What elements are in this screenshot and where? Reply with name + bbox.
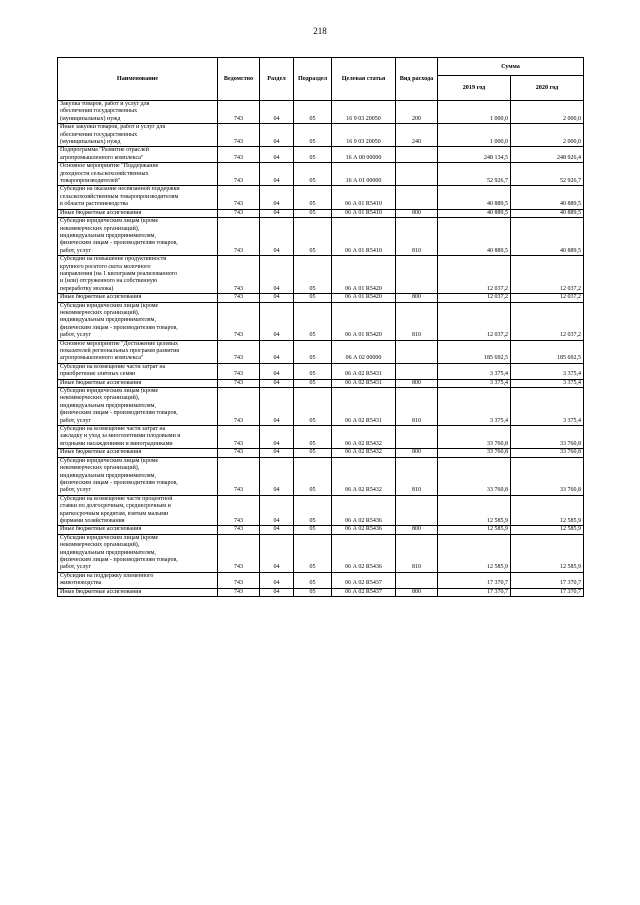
row-value-2019: 52 926,7 bbox=[438, 163, 511, 186]
header-section: Раздел bbox=[260, 58, 294, 101]
row-section: 04 bbox=[260, 186, 294, 209]
row-subsection: 05 bbox=[294, 363, 332, 379]
row-value-2019: 3 375,4 bbox=[438, 379, 511, 387]
row-dept: 743 bbox=[218, 426, 260, 449]
row-exp-type: 810 bbox=[396, 457, 438, 495]
row-target: 06 А 02 R5436 bbox=[332, 534, 396, 572]
row-dept: 743 bbox=[218, 379, 260, 387]
row-exp-type: 810 bbox=[396, 302, 438, 340]
row-exp-type bbox=[396, 186, 438, 209]
header-exp-type: Вид расхода bbox=[396, 58, 438, 101]
row-exp-type: 200 bbox=[396, 101, 438, 124]
row-name: Подпрограмма "Развитие отраслей агропромышленного комплекса" bbox=[58, 147, 218, 163]
row-dept: 743 bbox=[218, 495, 260, 526]
table-row bbox=[58, 163, 584, 186]
row-value-2019: 1 000,0 bbox=[438, 101, 511, 124]
row-name: Основное мероприятие "Поддержание доходности сельскохозяйственных товаропроизводителей" bbox=[58, 163, 218, 186]
row-section: 04 bbox=[260, 388, 294, 426]
row-dept: 743 bbox=[218, 457, 260, 495]
row-section: 04 bbox=[260, 426, 294, 449]
row-exp-type bbox=[396, 256, 438, 294]
header-sum: Сумма bbox=[438, 58, 584, 76]
table-row bbox=[58, 572, 584, 588]
table-row bbox=[58, 426, 584, 449]
row-value-2019: 248 134,5 bbox=[438, 147, 511, 163]
row-subsection: 05 bbox=[294, 218, 332, 256]
row-section: 04 bbox=[260, 588, 294, 596]
header-dept: Ведомство bbox=[218, 58, 260, 101]
row-dept: 743 bbox=[218, 572, 260, 588]
table-row bbox=[58, 388, 584, 426]
row-value-2020: 3 375,4 bbox=[511, 379, 584, 387]
table-row bbox=[58, 124, 584, 147]
row-target: 06 А 01 R5410 bbox=[332, 186, 396, 209]
row-subsection: 05 bbox=[294, 572, 332, 588]
row-value-2020: 3 375,4 bbox=[511, 388, 584, 426]
table-row bbox=[58, 449, 584, 457]
row-dept: 743 bbox=[218, 526, 260, 534]
table-row bbox=[58, 534, 584, 572]
row-dept: 743 bbox=[218, 209, 260, 217]
row-value-2020: 12 037,2 bbox=[511, 302, 584, 340]
row-name: Субсидии юридическим лицам (кроме некоммерческих организаций), индивидуальным предпринимателям, физическим лицам - производителям товаров, работ, услуг bbox=[58, 388, 218, 426]
row-section: 04 bbox=[260, 495, 294, 526]
header-subsection: Подраздел bbox=[294, 58, 332, 101]
row-section: 04 bbox=[260, 457, 294, 495]
row-value-2020: 17 370,7 bbox=[511, 588, 584, 596]
row-dept: 743 bbox=[218, 302, 260, 340]
row-value-2019: 33 760,8 bbox=[438, 457, 511, 495]
page-number: 218 bbox=[313, 26, 327, 36]
row-exp-type bbox=[396, 363, 438, 379]
row-value-2020: 185 692,5 bbox=[511, 340, 584, 363]
row-subsection: 05 bbox=[294, 534, 332, 572]
row-section: 04 bbox=[260, 449, 294, 457]
row-name: Иные бюджетные ассигнования bbox=[58, 588, 218, 596]
row-section: 04 bbox=[260, 124, 294, 147]
row-section: 04 bbox=[260, 363, 294, 379]
row-exp-type: 800 bbox=[396, 449, 438, 457]
row-target: 06 А 02 00000 bbox=[332, 340, 396, 363]
row-subsection: 05 bbox=[294, 526, 332, 534]
row-exp-type: 800 bbox=[396, 294, 438, 302]
row-section: 04 bbox=[260, 147, 294, 163]
row-value-2020: 52 926,7 bbox=[511, 163, 584, 186]
table-row bbox=[58, 302, 584, 340]
table-row bbox=[58, 363, 584, 379]
row-subsection: 05 bbox=[294, 495, 332, 526]
row-name: Субсидии юридическим лицам (кроме некоммерческих организаций), индивидуальным предпринимателям, физическим лицам - производителям товаров, работ, услуг bbox=[58, 457, 218, 495]
row-subsection: 05 bbox=[294, 209, 332, 217]
row-value-2019: 12 585,9 bbox=[438, 495, 511, 526]
table-row bbox=[58, 294, 584, 302]
table-row bbox=[58, 147, 584, 163]
row-subsection: 05 bbox=[294, 340, 332, 363]
row-value-2019: 17 370,7 bbox=[438, 588, 511, 596]
row-name: Иные закупки товаров, работ и услуг для обеспечения государственных (муниципальных) нужд bbox=[58, 124, 218, 147]
row-value-2019: 12 037,2 bbox=[438, 294, 511, 302]
row-dept: 743 bbox=[218, 163, 260, 186]
row-subsection: 05 bbox=[294, 163, 332, 186]
row-value-2019: 12 037,2 bbox=[438, 302, 511, 340]
row-value-2019: 12 585,9 bbox=[438, 526, 511, 534]
row-target: 06 А 02 R5437 bbox=[332, 572, 396, 588]
row-subsection: 05 bbox=[294, 302, 332, 340]
row-value-2020: 12 585,9 bbox=[511, 526, 584, 534]
row-exp-type: 800 bbox=[396, 588, 438, 596]
row-dept: 743 bbox=[218, 449, 260, 457]
row-dept: 743 bbox=[218, 186, 260, 209]
row-section: 04 bbox=[260, 572, 294, 588]
row-target: 06 А 02 R5432 bbox=[332, 426, 396, 449]
row-section: 04 bbox=[260, 534, 294, 572]
row-section: 04 bbox=[260, 294, 294, 302]
row-dept: 743 bbox=[218, 534, 260, 572]
row-name: Субсидии на возмещение части затрат на приобретение элитных семян bbox=[58, 363, 218, 379]
row-name: Субсидии на возмещение части затрат на закладку и уход за многолетними плодовыми и ягодными насаждениями и виноградниками bbox=[58, 426, 218, 449]
row-section: 04 bbox=[260, 526, 294, 534]
row-target: 06 А 02 R5437 bbox=[332, 588, 396, 596]
row-value-2020: 40 889,5 bbox=[511, 186, 584, 209]
row-value-2019: 185 692,5 bbox=[438, 340, 511, 363]
row-dept: 743 bbox=[218, 101, 260, 124]
row-value-2020: 17 370,7 bbox=[511, 572, 584, 588]
row-target: 06 А 01 R5420 bbox=[332, 302, 396, 340]
table-row bbox=[58, 256, 584, 294]
row-name: Субсидии на оказание несвязанной поддержки сельскохозяйственным товаропроизводителям в области растениеводства bbox=[58, 186, 218, 209]
row-name: Основное мероприятие "Достижение целевых показателей региональных программ развития агропромышленного комплекса" bbox=[58, 340, 218, 363]
row-dept: 743 bbox=[218, 147, 260, 163]
table-row bbox=[58, 379, 584, 387]
row-value-2019: 12 037,2 bbox=[438, 256, 511, 294]
row-value-2019: 3 375,4 bbox=[438, 363, 511, 379]
row-value-2019: 3 375,4 bbox=[438, 388, 511, 426]
row-name: Иные бюджетные ассигнования bbox=[58, 294, 218, 302]
row-target: 16 А 00 00000 bbox=[332, 147, 396, 163]
row-name: Иные бюджетные ассигнования bbox=[58, 526, 218, 534]
row-subsection: 05 bbox=[294, 124, 332, 147]
row-exp-type bbox=[396, 572, 438, 588]
row-subsection: 05 bbox=[294, 186, 332, 209]
row-name: Иные бюджетные ассигнования bbox=[58, 209, 218, 217]
row-subsection: 05 bbox=[294, 588, 332, 596]
row-subsection: 05 bbox=[294, 449, 332, 457]
row-name: Иные бюджетные ассигнования bbox=[58, 449, 218, 457]
row-target: 16 9 03 20050 bbox=[332, 124, 396, 147]
row-exp-type bbox=[396, 340, 438, 363]
row-value-2020: 2 000,0 bbox=[511, 124, 584, 147]
row-target: 06 А 01 R5420 bbox=[332, 256, 396, 294]
row-subsection: 05 bbox=[294, 147, 332, 163]
row-value-2020: 12 585,9 bbox=[511, 534, 584, 572]
row-target: 06 А 02 R5431 bbox=[332, 379, 396, 387]
row-exp-type bbox=[396, 163, 438, 186]
row-section: 04 bbox=[260, 379, 294, 387]
row-subsection: 05 bbox=[294, 426, 332, 449]
row-dept: 743 bbox=[218, 363, 260, 379]
row-section: 04 bbox=[260, 163, 294, 186]
row-section: 04 bbox=[260, 209, 294, 217]
table-row bbox=[58, 457, 584, 495]
row-section: 04 bbox=[260, 302, 294, 340]
header-target: Целевая статья bbox=[332, 58, 396, 101]
row-exp-type bbox=[396, 147, 438, 163]
row-value-2020: 40 889,5 bbox=[511, 209, 584, 217]
row-subsection: 05 bbox=[294, 379, 332, 387]
row-target: 16 9 03 20050 bbox=[332, 101, 396, 124]
row-value-2020: 12 037,2 bbox=[511, 294, 584, 302]
row-dept: 743 bbox=[218, 124, 260, 147]
row-name: Субсидии юридическим лицам (кроме некоммерческих организаций), индивидуальным предпринимателям, физическим лицам - производителям товаров, работ, услуг bbox=[58, 302, 218, 340]
row-target: 06 А 02 R5436 bbox=[332, 526, 396, 534]
row-dept: 743 bbox=[218, 340, 260, 363]
row-section: 04 bbox=[260, 218, 294, 256]
row-value-2020: 12 585,9 bbox=[511, 495, 584, 526]
row-target: 06 А 02 R5431 bbox=[332, 363, 396, 379]
header-2019: 2019 год bbox=[438, 76, 511, 101]
row-value-2019: 40 889,5 bbox=[438, 218, 511, 256]
row-name: Субсидии юридическим лицам (кроме некоммерческих организаций), индивидуальным предпринимателям, физическим лицам - производителям товаров, работ, услуг bbox=[58, 534, 218, 572]
row-section: 04 bbox=[260, 256, 294, 294]
row-target: 06 А 02 R5436 bbox=[332, 495, 396, 526]
row-exp-type: 800 bbox=[396, 526, 438, 534]
row-dept: 743 bbox=[218, 294, 260, 302]
row-value-2019: 12 585,9 bbox=[438, 534, 511, 572]
row-subsection: 05 bbox=[294, 101, 332, 124]
table-row bbox=[58, 588, 584, 596]
row-value-2020: 248 926,4 bbox=[511, 147, 584, 163]
row-subsection: 05 bbox=[294, 256, 332, 294]
table-row bbox=[58, 218, 584, 256]
row-value-2019: 17 370,7 bbox=[438, 572, 511, 588]
row-name: Субсидии на повышение продуктивности крупного рогатого скота молочного направления (на 1 килограмм реализованного и (или) отгруженного на собственную переработку молока) bbox=[58, 256, 218, 294]
row-target: 06 А 02 R5431 bbox=[332, 388, 396, 426]
row-subsection: 05 bbox=[294, 294, 332, 302]
row-section: 04 bbox=[260, 340, 294, 363]
row-value-2019: 40 889,5 bbox=[438, 209, 511, 217]
row-exp-type: 810 bbox=[396, 218, 438, 256]
row-target: 16 А 01 00000 bbox=[332, 163, 396, 186]
row-subsection: 05 bbox=[294, 457, 332, 495]
row-value-2020: 2 000,0 bbox=[511, 101, 584, 124]
row-target: 06 А 02 R5432 bbox=[332, 457, 396, 495]
row-dept: 743 bbox=[218, 388, 260, 426]
row-subsection: 05 bbox=[294, 388, 332, 426]
row-target: 06 А 02 R5432 bbox=[332, 449, 396, 457]
row-value-2020: 12 037,2 bbox=[511, 256, 584, 294]
row-dept: 743 bbox=[218, 588, 260, 596]
table-row bbox=[58, 526, 584, 534]
row-dept: 743 bbox=[218, 256, 260, 294]
row-value-2020: 40 889,5 bbox=[511, 218, 584, 256]
row-value-2020: 33 760,8 bbox=[511, 449, 584, 457]
row-value-2019: 33 760,8 bbox=[438, 449, 511, 457]
row-value-2019: 33 760,8 bbox=[438, 426, 511, 449]
row-target: 06 А 01 R5420 bbox=[332, 294, 396, 302]
table-row bbox=[58, 209, 584, 217]
header-name: Наименование bbox=[58, 58, 218, 101]
row-name: Субсидии на поддержку племенного животноводства bbox=[58, 572, 218, 588]
row-target: 06 А 01 R5410 bbox=[332, 218, 396, 256]
row-name: Субсидии юридическим лицам (кроме некоммерческих организаций), индивидуальным предпринимателям, физическим лицам - производителям товаров, работ, услуг bbox=[58, 218, 218, 256]
row-name: Субсидии на возмещение части процентной ставки по долгосрочным, среднесрочным и краткосрочным кредитам, взятым малыми формами хозяйствования bbox=[58, 495, 218, 526]
table-body bbox=[58, 101, 584, 597]
header-2020: 2020 год bbox=[511, 76, 584, 101]
row-exp-type bbox=[396, 495, 438, 526]
table-row bbox=[58, 495, 584, 526]
row-exp-type: 800 bbox=[396, 379, 438, 387]
row-value-2019: 40 889,5 bbox=[438, 186, 511, 209]
row-exp-type: 810 bbox=[396, 534, 438, 572]
row-exp-type: 240 bbox=[396, 124, 438, 147]
row-exp-type: 800 bbox=[396, 209, 438, 217]
row-section: 04 bbox=[260, 101, 294, 124]
row-value-2019: 1 000,0 bbox=[438, 124, 511, 147]
budget-table bbox=[57, 57, 584, 597]
row-value-2020: 33 760,8 bbox=[511, 457, 584, 495]
table-row bbox=[58, 101, 584, 124]
row-exp-type bbox=[396, 426, 438, 449]
row-dept: 743 bbox=[218, 218, 260, 256]
row-name: Иные бюджетные ассигнования bbox=[58, 379, 218, 387]
row-exp-type: 810 bbox=[396, 388, 438, 426]
row-value-2020: 3 375,4 bbox=[511, 363, 584, 379]
table-row bbox=[58, 340, 584, 363]
row-name: Закупка товаров, работ и услуг для обеспечения государственных (муниципальных) нужд bbox=[58, 101, 218, 124]
row-target: 06 А 01 R5410 bbox=[332, 209, 396, 217]
row-value-2020: 33 760,8 bbox=[511, 426, 584, 449]
table-row bbox=[58, 186, 584, 209]
